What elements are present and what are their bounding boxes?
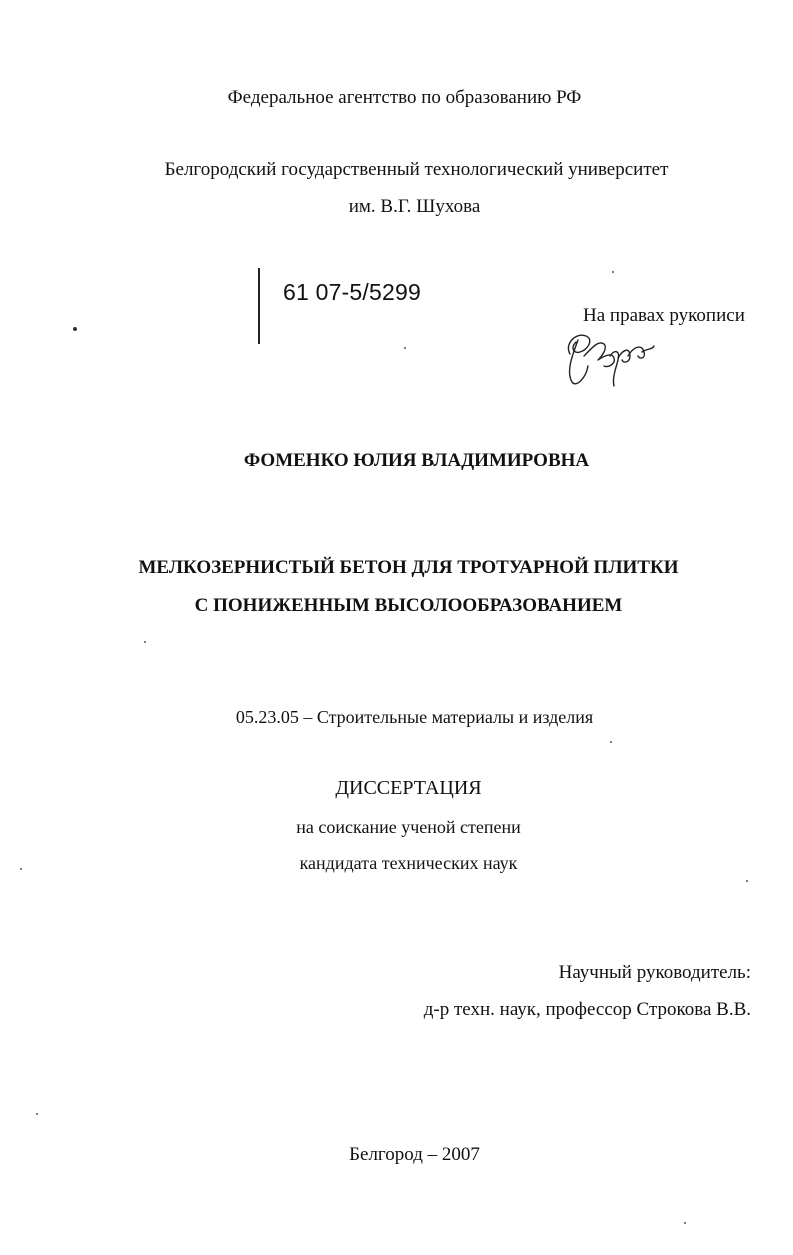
- scan-speck: [684, 1222, 686, 1224]
- degree-line-2: кандидата технических наук: [299, 853, 518, 873]
- agency-name: Федеральное агентство по образованию РФ: [227, 87, 582, 108]
- manuscript-rights-label: На правах рукописи: [583, 305, 745, 326]
- handwritten-signature: [558, 326, 658, 388]
- author-name: ФОМЕНКО ЮЛИЯ ВЛАДИМИРОВНА: [243, 450, 590, 471]
- degree-line-1: на соискание ученой степени: [296, 817, 521, 837]
- university-named-after: им. В.Г. Шухова: [348, 196, 481, 217]
- thesis-title-line-2: С ПОНИЖЕННЫМ ВЫСОЛООБРАЗОВАНИЕМ: [194, 595, 623, 616]
- library-stamp-number: 61 07-5/5299: [283, 279, 421, 305]
- scan-speck: [612, 271, 614, 273]
- scan-speck: [144, 641, 146, 643]
- scan-speck: [610, 741, 612, 743]
- specialty-code: 05.23.05 – Строительные материалы и изделия: [235, 707, 594, 727]
- supervisor-name: д-р техн. наук, профессор Строкова В.В.: [423, 999, 751, 1020]
- document-type: ДИССЕРТАЦИЯ: [335, 777, 482, 799]
- thesis-title-line-1: МЕЛКОЗЕРНИСТЫЙ БЕТОН ДЛЯ ТРОТУАРНОЙ ПЛИТКИ: [138, 557, 679, 578]
- city-year: Белгород – 2007: [349, 1144, 480, 1165]
- scan-speck: [404, 347, 406, 349]
- university-name: Белгородский государственный технологический университет: [164, 159, 669, 180]
- scan-speck: [746, 880, 748, 882]
- scan-speck: [20, 868, 22, 870]
- scan-speck: [36, 1113, 38, 1115]
- stamp-bar: [258, 268, 260, 344]
- supervisor-label: Научный руководитель:: [558, 962, 751, 983]
- scan-speck: [73, 327, 77, 331]
